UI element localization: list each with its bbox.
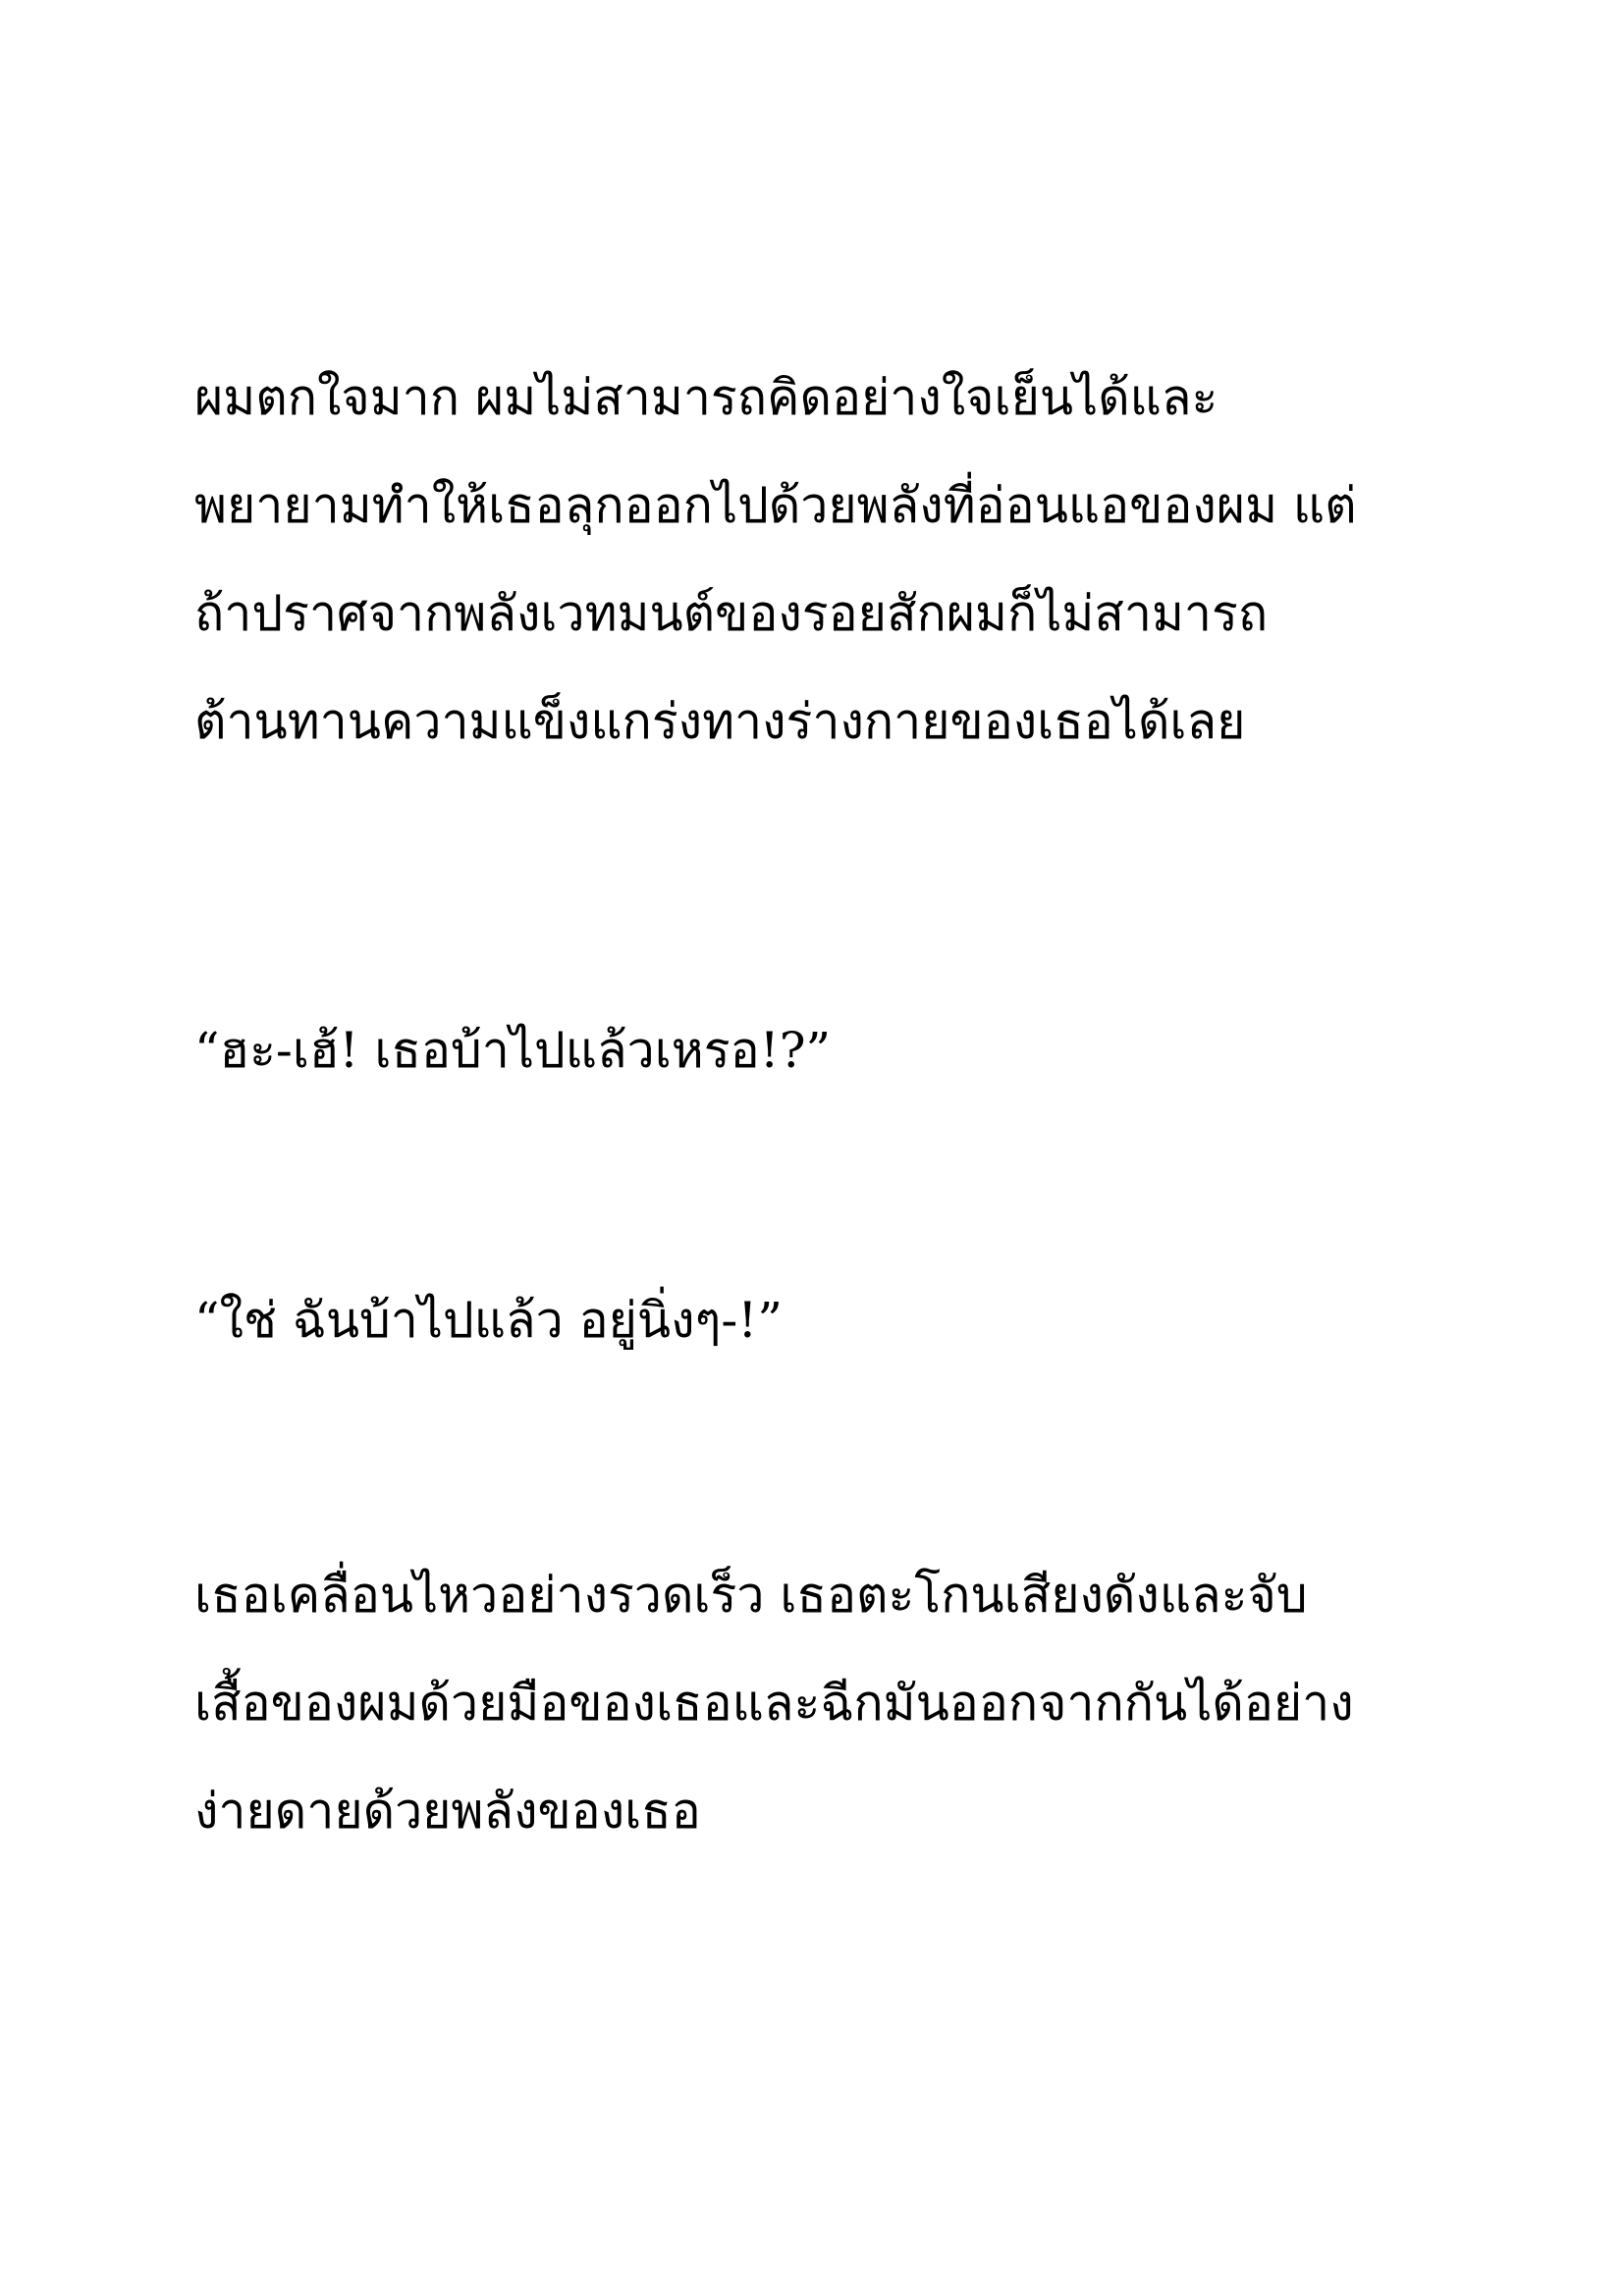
paragraph-narration-2 [194,1541,1471,1865]
text-line: “ใช่ ฉันบ้าไปแล้ว อยู่นิ่งๆ-!” [194,1292,783,1349]
text-line: ผมตกใจมาก ผมไม่สามารถคิดอย่างใจเย็นได้และ [194,369,1218,426]
text-line: “ฮะ-เฮ้! เธอบ้าไปแล้วเหรอ!?” [194,1022,832,1079]
text-line: ต้านทานความแข็งแกร่งทางร่างกายของเธอได้เลย [194,693,1246,750]
paragraph-dialogue-1 [194,996,1471,1104]
text-line: ถ้าปราศจากพลังเวทมนต์ของรอยสักผมก็ไม่สามารถ [194,585,1269,642]
paragraph-dialogue-2 [194,1266,1471,1374]
text-line: พยายามทำให้เธอลุกออกไปด้วยพลังที่อ่อนแอของผม แต่ [194,477,1357,534]
text-line: เสื้อของผมด้วยมือของเธอและฉีกมันออกจากกันได้อย่าง [194,1675,1354,1732]
paragraph-narration-1 [194,344,1471,775]
text-line: เธอเคลื่อนไหวอย่างรวดเร็ว เธอตะโกนเสียงดังและจับ [194,1567,1308,1624]
text-line: ง่ายดายด้วยพลังของเธอ [194,1783,701,1840]
